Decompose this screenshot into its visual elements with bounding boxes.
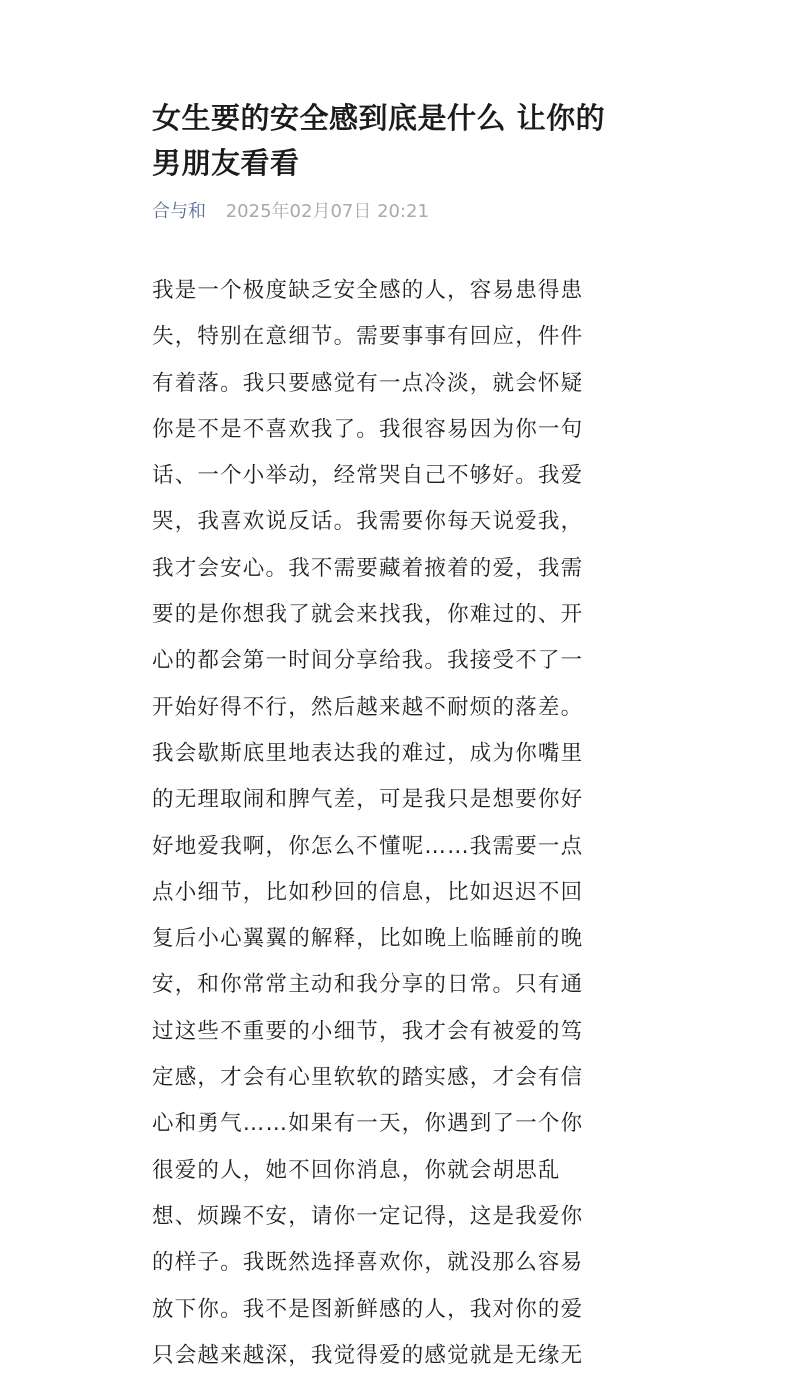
body-line: 心和勇气……如果有一天，你遇到了一个你 — [152, 1111, 584, 1137]
body-line: 开始好得不行，然后越来越不耐烦的落差。 — [152, 694, 584, 720]
publish-date: 2025年02月07日 20:21 — [225, 201, 429, 222]
article-title: 女生要的安全感到底是什么 让你的男朋友看看 — [152, 101, 606, 180]
body-line: 要的是你想我了就会来找我，你难过的、开 — [152, 602, 584, 628]
body-line: 想、烦躁不安，请你一定记得，这是我爱你 — [152, 1203, 584, 1229]
body-line: 哭，我喜欢说反话。我需要你每天说爱我， — [152, 509, 584, 535]
body-line: 我是一个极度缺乏安全感的人，容易患得患 — [152, 278, 584, 303]
article-body — [152, 268, 634, 1379]
body-line: 点小细节，比如秒回的信息，比如迟迟不回 — [152, 879, 584, 905]
body-line: 的样子。我既然选择喜欢你，就没那么容易 — [152, 1250, 584, 1276]
body-line: 好地爱我啊，你怎么不懂呢……我需要一点 — [152, 833, 584, 859]
body-line: 过这些不重要的小细节，我才会有被爱的笃 — [152, 1018, 584, 1044]
body-line: 话、一个小举动，经常哭自己不够好。我爱 — [152, 463, 584, 489]
body-line: 安，和你常常主动和我分享的日常。只有通 — [152, 972, 584, 998]
body-line: 心的都会第一时间分享给我。我接受不了一 — [152, 648, 584, 674]
body-line: 失，特别在意细节。需要事事有回应，件件 — [152, 324, 584, 350]
body-line: 的无理取闹和脾气差，可是我只是想要你好 — [152, 787, 584, 813]
article-meta — [152, 198, 429, 226]
body-line: 定感，才会有心里软软的踏实感，才会有信 — [152, 1065, 584, 1091]
body-line: 你是不是不喜欢我了。我很容易因为你一句 — [152, 416, 584, 442]
author-name-link[interactable]: 合与和 — [152, 201, 206, 222]
body-line: 只会越来越深，我觉得爱的感觉就是无缘无 — [152, 1342, 584, 1368]
body-line: 复后小心翼翼的解释，比如晚上临睡前的晚 — [152, 926, 584, 952]
body-line: 很爱的人，她不回你消息，你就会胡思乱 — [152, 1157, 561, 1183]
body-line: 我会歇斯底里地表达我的难过，成为你嘴里 — [152, 740, 584, 766]
body-line: 我才会安心。我不需要藏着掖着的爱，我需 — [152, 555, 584, 581]
body-line: 有着落。我只要感觉有一点冷淡，就会怀疑 — [152, 370, 584, 396]
body-line: 放下你。我不是图新鲜感的人，我对你的爱 — [152, 1296, 584, 1322]
